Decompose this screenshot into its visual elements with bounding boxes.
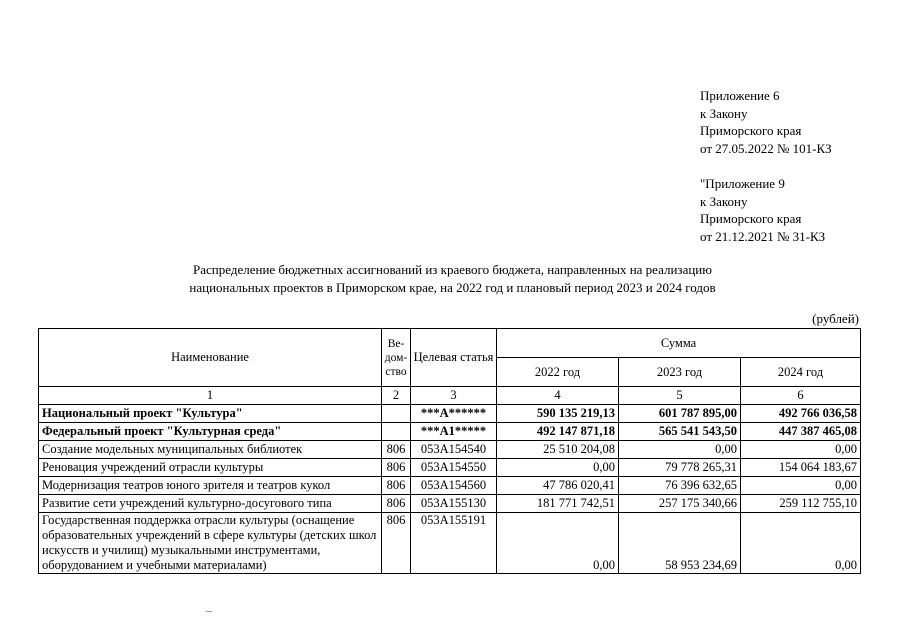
- cell-2023: 58 953 234,69: [619, 513, 741, 574]
- header-year-2022: 2022 год: [497, 358, 619, 387]
- column-number: 5: [619, 387, 741, 405]
- cell-2023: 79 778 265,31: [619, 459, 741, 477]
- cell-2022: 25 510 204,08: [497, 441, 619, 459]
- cell-article: ***A1*****: [411, 423, 497, 441]
- cell-name: Создание модельных муниципальных библиотек: [39, 441, 382, 459]
- cell-article: 053A155191: [411, 513, 497, 574]
- table-row: [39, 423, 861, 441]
- cell-2022: 0,00: [497, 513, 619, 574]
- table-row: [39, 513, 861, 574]
- header-row: [39, 329, 861, 358]
- cell-2023: 565 541 543,50: [619, 423, 741, 441]
- column-number: 3: [411, 387, 497, 405]
- cell-2022: 0,00: [497, 459, 619, 477]
- cell-article: 053A154550: [411, 459, 497, 477]
- annex-line: "Приложение 9: [700, 176, 785, 191]
- column-number: 1: [39, 387, 382, 405]
- cell-name: Развитие сети учреждений культурно-досугового типа: [39, 495, 382, 513]
- cell-2023: 76 396 632,65: [619, 477, 741, 495]
- header-dept: Ве- дом- ство: [382, 329, 411, 387]
- cell-dept: 806: [382, 441, 411, 459]
- cell-2023: 0,00: [619, 441, 741, 459]
- annex-line: к Закону: [700, 193, 748, 209]
- table-row: [39, 477, 861, 495]
- column-number: 6: [741, 387, 861, 405]
- table-row: [39, 441, 861, 459]
- annex-current-reference: [700, 87, 832, 157]
- header-sum: Сумма: [497, 329, 861, 358]
- column-number: 2: [382, 387, 411, 405]
- annex-line: к Закону: [700, 105, 748, 121]
- cell-2024: 259 112 755,10: [741, 495, 861, 513]
- cell-name: Модернизация театров юного зрителя и театров кукол: [39, 477, 382, 495]
- header-name: Наименование: [39, 329, 382, 387]
- cell-article: 053A154560: [411, 477, 497, 495]
- cell-2024: 0,00: [741, 513, 861, 574]
- cell-name: Национальный проект "Культура": [39, 405, 382, 423]
- budget-table: [38, 328, 861, 574]
- cell-2022: 181 771 742,51: [497, 495, 619, 513]
- cell-name: Реновация учреждений отрасли культуры: [39, 459, 382, 477]
- column-number: 4: [497, 387, 619, 405]
- column-numbers-row: [39, 387, 861, 405]
- cell-2023: 257 175 340,66: [619, 495, 741, 513]
- title-line: Распределение бюджетных ассигнований из краевого бюджета, направленных на реализацию: [193, 262, 712, 277]
- header-year-2023: 2023 год: [619, 358, 741, 387]
- cell-name: Государственная поддержка отрасли культуры (оснащение образовательных учреждений в сфере культуры (детских школ искусств и училищ) музыкальными инструментами, оборудованием и учебными материалами): [39, 513, 382, 574]
- annex-original-reference: [700, 175, 825, 245]
- cell-dept: 806: [382, 459, 411, 477]
- document-title: [0, 261, 905, 297]
- table-row: [39, 405, 861, 423]
- cell-2024: 0,00: [741, 441, 861, 459]
- annex-line: от 21.12.2021 № 31-КЗ: [700, 228, 826, 244]
- cell-dept: 806: [382, 513, 411, 574]
- annex-line: Приморского края: [700, 211, 802, 227]
- title-line: национальных проектов в Приморском крае, на 2022 год и плановый период 2023 и 2024 годов: [189, 280, 716, 295]
- cell-2024: 492 766 036,58: [741, 405, 861, 423]
- cell-dept: [382, 423, 411, 441]
- cell-2023: 601 787 895,00: [619, 405, 741, 423]
- cell-2022: 590 135 219,13: [497, 405, 619, 423]
- scan-mark: [206, 611, 212, 612]
- units-label: (рублей): [812, 311, 859, 326]
- cell-dept: 806: [382, 495, 411, 513]
- table-row: [39, 495, 861, 513]
- cell-2022: 47 786 020,41: [497, 477, 619, 495]
- cell-2024: 0,00: [741, 477, 861, 495]
- header-article: Целевая статья: [411, 329, 497, 387]
- table-row: [39, 459, 861, 477]
- cell-article: 053A155130: [411, 495, 497, 513]
- cell-2022: 492 147 871,18: [497, 423, 619, 441]
- annex-line: от 27.05.2022 № 101-КЗ: [700, 140, 832, 156]
- cell-article: 053A154540: [411, 441, 497, 459]
- cell-2024: 447 387 465,08: [741, 423, 861, 441]
- annex-line: Приложение 6: [700, 88, 780, 103]
- cell-2024: 154 064 183,67: [741, 459, 861, 477]
- cell-dept: 806: [382, 477, 411, 495]
- cell-article: ***A******: [411, 405, 497, 423]
- header-year-2024: 2024 год: [741, 358, 861, 387]
- cell-dept: [382, 405, 411, 423]
- cell-name: Федеральный проект "Культурная среда": [39, 423, 382, 441]
- annex-line: Приморского края: [700, 123, 802, 139]
